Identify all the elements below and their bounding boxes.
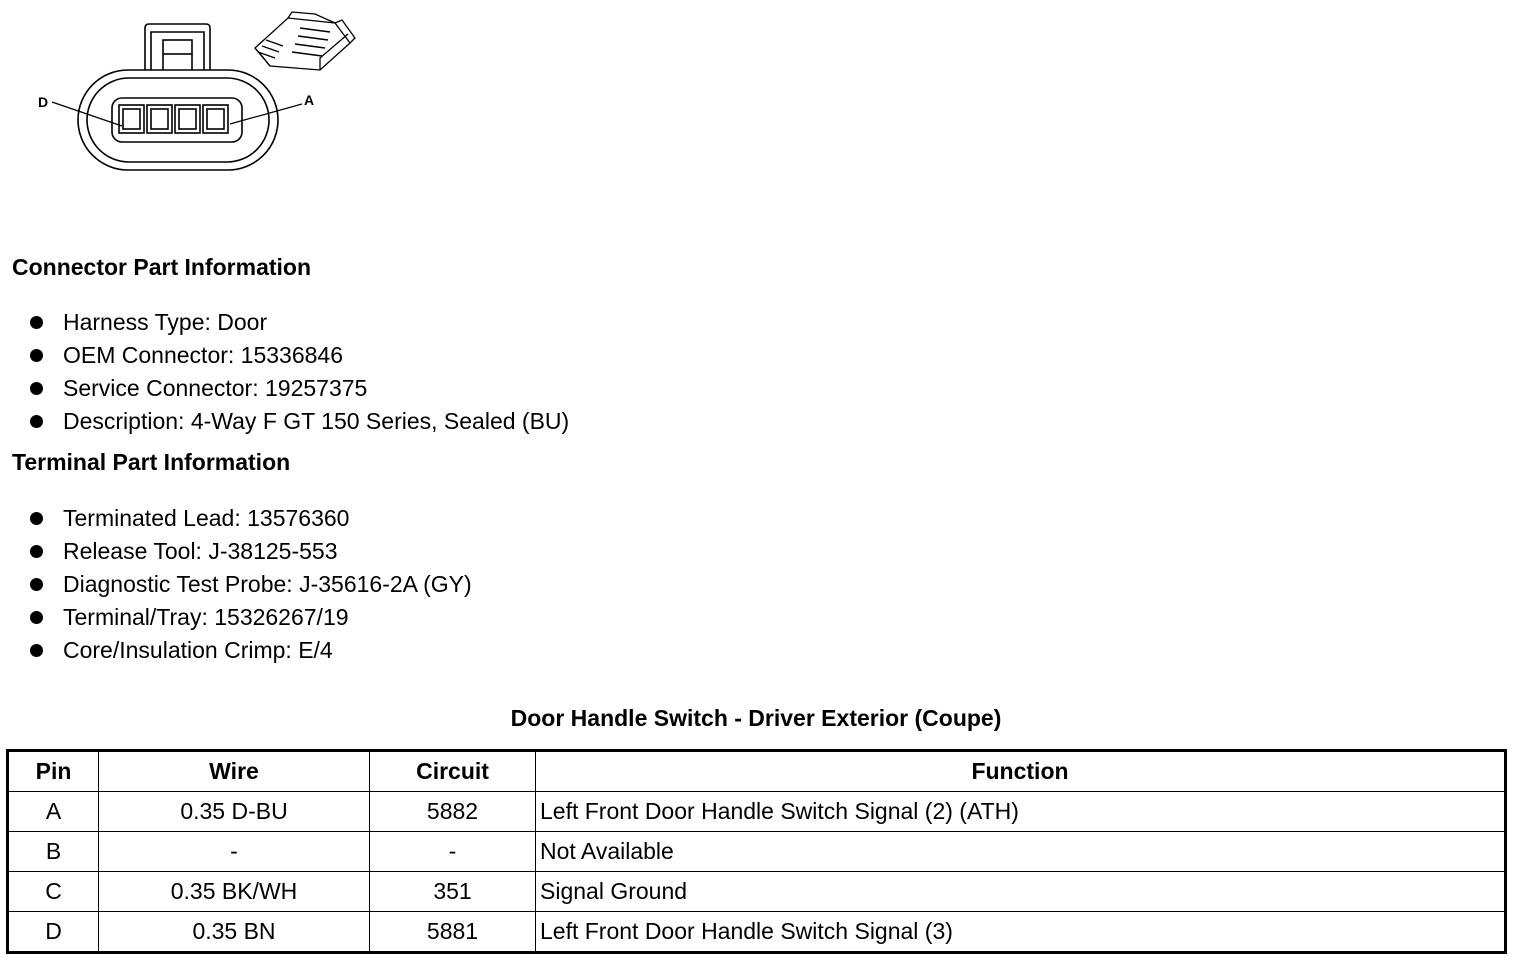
bullet-icon: [30, 382, 43, 395]
pinout-table: [6, 749, 1507, 954]
list-item: [28, 568, 472, 601]
list-item-text: Terminated Lead: 13576360: [63, 505, 350, 531]
list-item: [28, 339, 569, 372]
bullet-icon: [30, 578, 43, 591]
bullet-icon: [30, 316, 43, 329]
table-header-row: [8, 751, 1506, 792]
cell-circuit: 5881: [370, 912, 536, 953]
cell-function: Left Front Door Handle Switch Signal (2) (ATH): [536, 792, 1506, 832]
list-item-text: OEM Connector: 15336846: [63, 342, 344, 368]
cell-function: Left Front Door Handle Switch Signal (3): [536, 912, 1506, 953]
connector-part-info-list: [28, 306, 569, 438]
bullet-icon: [30, 415, 43, 428]
table-row: [8, 832, 1506, 872]
connector-iso-icon: [255, 12, 355, 70]
table-row: [8, 792, 1506, 832]
cell-pin: B: [8, 832, 99, 872]
list-item-text: Release Tool: J-38125-553: [63, 538, 338, 564]
cell-wire: 0.35 BN: [99, 912, 370, 953]
cell-wire: -: [99, 832, 370, 872]
terminal-part-info-list: [28, 502, 472, 667]
bullet-icon: [30, 644, 43, 657]
cell-circuit: -: [370, 832, 536, 872]
table-row: [8, 912, 1506, 953]
header-function: Function: [536, 751, 1506, 792]
list-item-text: Description: 4-Way F GT 150 Series, Sealed (BU): [63, 408, 570, 434]
cell-circuit: 5882: [370, 792, 536, 832]
list-item: [28, 405, 569, 438]
callout-label-d: D: [38, 94, 49, 110]
bullet-icon: [30, 512, 43, 525]
list-item-text: Core/Insulation Crimp: E/4: [63, 637, 333, 663]
list-item: [28, 535, 472, 568]
list-item-text: Harness Type: Door: [63, 309, 268, 335]
bullet-icon: [30, 545, 43, 558]
list-item-text: Terminal/Tray: 15326267/19: [63, 604, 349, 630]
list-item-text: Service Connector: 19257375: [63, 375, 368, 401]
cell-pin: A: [8, 792, 99, 832]
cell-wire: 0.35 BK/WH: [99, 872, 370, 912]
list-item: [28, 502, 472, 535]
cell-wire: 0.35 D-BU: [99, 792, 370, 832]
cell-function: Not Available: [536, 832, 1506, 872]
cell-pin: C: [8, 872, 99, 912]
connector-diagram: [30, 8, 370, 178]
list-item: [28, 601, 472, 634]
list-item: [28, 372, 569, 405]
header-circuit: Circuit: [370, 751, 536, 792]
bullet-icon: [30, 611, 43, 624]
cell-pin: D: [8, 912, 99, 953]
cell-function: Signal Ground: [536, 872, 1506, 912]
list-item-text: Diagnostic Test Probe: J-35616-2A (GY): [63, 571, 472, 597]
header-pin: Pin: [8, 751, 99, 792]
table-row: [8, 872, 1506, 912]
list-item: [28, 306, 569, 339]
header-wire: Wire: [99, 751, 370, 792]
table-title: Door Handle Switch - Driver Exterior (Coupe): [510, 705, 1002, 731]
list-item: [28, 634, 472, 667]
callout-label-a: A: [304, 92, 315, 108]
terminal-part-info-heading: Terminal Part Information: [12, 449, 291, 475]
cell-circuit: 351: [370, 872, 536, 912]
connector-part-info-heading: Connector Part Information: [12, 254, 312, 280]
bullet-icon: [30, 349, 43, 362]
